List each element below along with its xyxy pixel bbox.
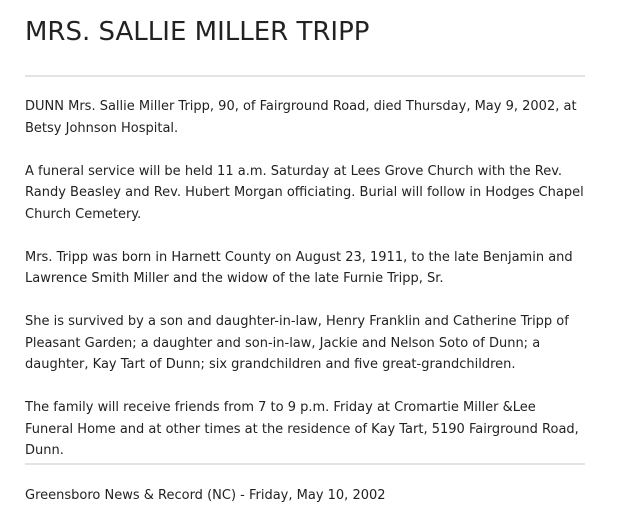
paragraph-visitation: The family will receive friends from 7 to 9 p.m. Friday at Cromartie Miller &Lee Funeral Home and at other times at the residence of Kay Tart, 5190 Fairground Road, Dunn. xyxy=(25,400,579,458)
page-title: MRS. SALLIE MILLER TRIPP xyxy=(25,17,370,47)
paragraph-funeral-service: A funeral service will be held 11 a.m. Saturday at Lees Grove Church with the Rev. Randy Beasley and Rev. Hubert Morgan officiating. Burial will follow in Hodges Chapel Church Cemetery. xyxy=(25,163,584,222)
paragraph-survivors: She is survived by a son and daughter-in-law, Henry Franklin and Catherine Tripp of Pleasant Garden; a daughter and son-in-law, Jackie and Nelson Soto of Dunn; a daughter, Kay Tart of Dunn; six grandchildren and five great-grandchildren. xyxy=(25,314,569,372)
bottom-divider xyxy=(25,463,585,465)
paragraph-birth: Mrs. Tripp was born in Harnett County on August 23, 1911, to the late Benjamin and Lawrence Smith Miller and the widow of the late Furnie Tripp, Sr. xyxy=(25,249,573,286)
obituary-body xyxy=(25,96,585,483)
source-citation: Greensboro News & Record (NC) - Friday, May 10, 2002 xyxy=(25,488,386,503)
paragraph-death-notice: DUNN Mrs. Sallie Miller Tripp, 90, of Fairground Road, died Thursday, May 9, 2002, at Betsy Johnson Hospital. xyxy=(25,99,577,136)
top-divider xyxy=(25,75,585,77)
